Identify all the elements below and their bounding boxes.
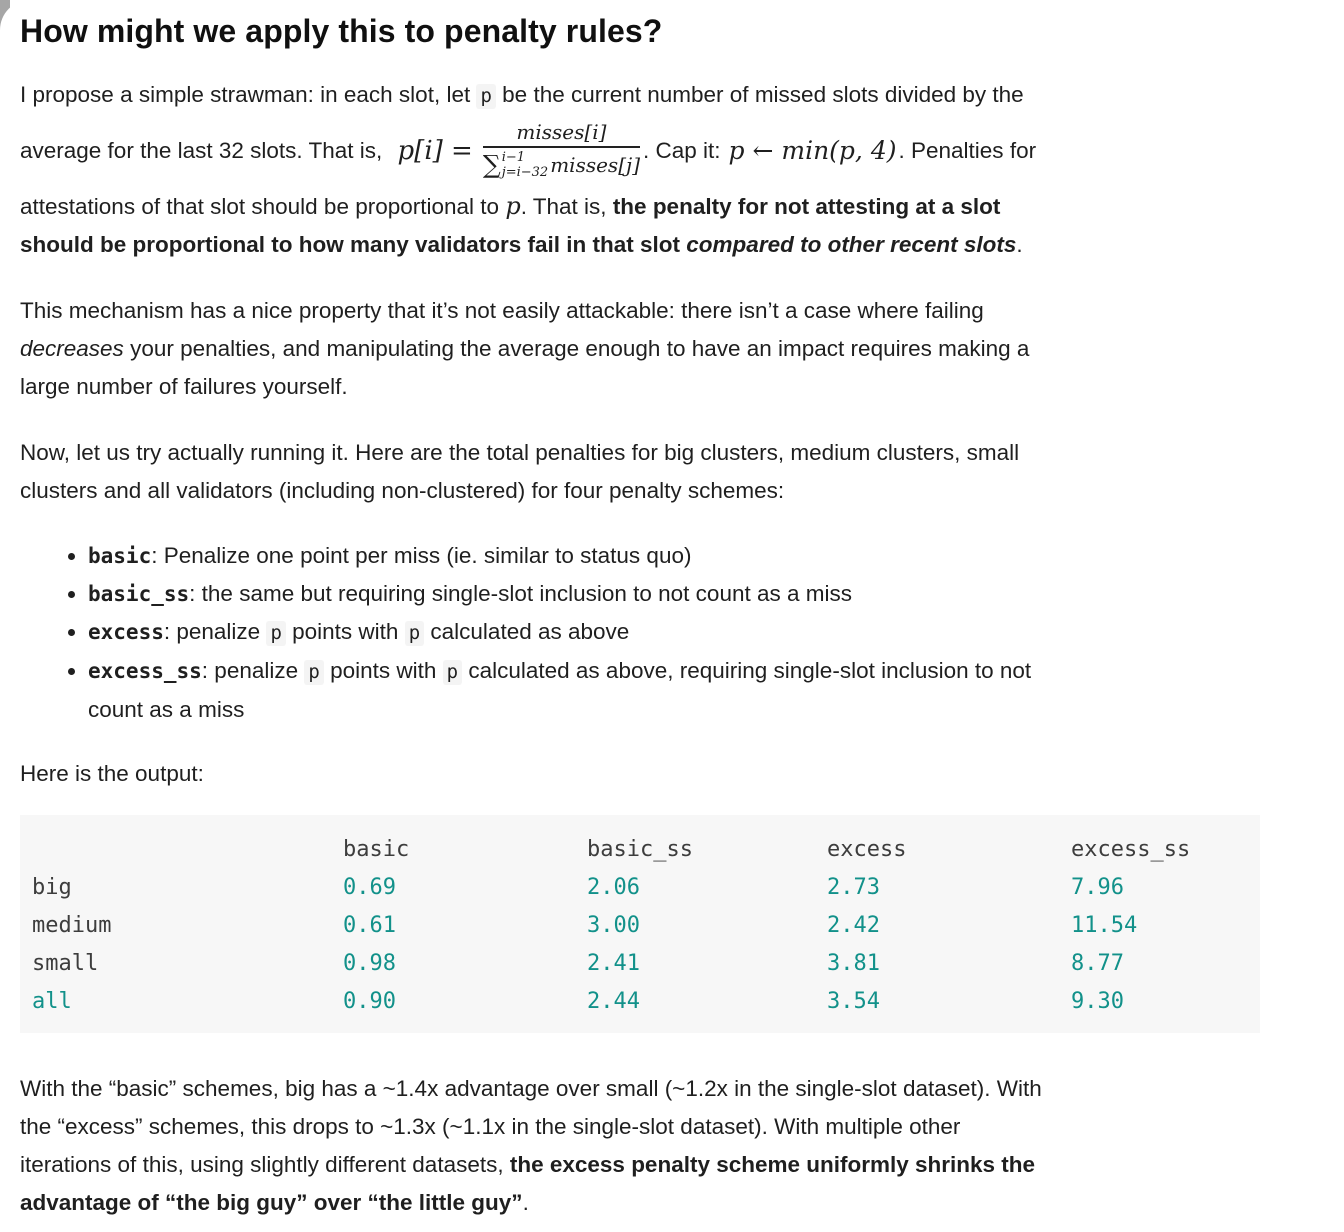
table-cell: 0.61 [343, 913, 396, 938]
text-run: Now, let us try actually running it. Here are the total penalties for big clusters, medium clusters, small [20, 440, 1020, 465]
table-cell: 8.77 [1071, 951, 1124, 976]
output-code-block [20, 815, 1260, 1033]
inline-code-p: p [443, 660, 462, 685]
fraction-denominator [483, 146, 640, 179]
scheme-keyword: excess_ss [88, 659, 202, 683]
math-p: p [505, 192, 521, 220]
table-cell: 2.44 [587, 989, 640, 1014]
text-run: clusters and all validators (including non-clustered) for four penalty schemes: [20, 478, 785, 503]
inline-code-p: p [266, 621, 285, 646]
text-run: your penalties, and manipulating the average enough to have an impact requires making a [123, 336, 1030, 361]
text-run: large number of failures yourself. [20, 374, 348, 399]
text-run: points with [323, 658, 443, 683]
row-label: small [32, 951, 99, 976]
table-cell: 3.81 [827, 951, 880, 976]
bold-run: should be proportional to how many validators fail in that slot [20, 232, 687, 257]
text-run: points with [285, 619, 405, 644]
text-run: attestations of that slot should be proportional to [20, 194, 506, 219]
table-cell: 3.00 [587, 913, 640, 938]
text-run: iterations of this, using slightly different datasets, [20, 1152, 510, 1177]
text-run: calculated as above, requiring single-slot inclusion to not [462, 658, 1032, 683]
list-item [88, 575, 1260, 613]
row-label: medium [32, 913, 112, 938]
scheme-keyword: basic [88, 544, 152, 568]
table-cell: 2.42 [827, 913, 880, 938]
table-cell: 2.73 [827, 875, 880, 900]
scheme-keyword: excess [88, 620, 164, 644]
bold-run: advantage of “the big guy” over “the little guy” [20, 1190, 523, 1215]
column-header: excess_ss [1071, 837, 1191, 862]
table-row [32, 907, 1231, 945]
paragraph-running-it [20, 434, 1260, 510]
sum-limits [502, 151, 549, 180]
fraction-numerator: misses[i] [516, 120, 607, 145]
table-row [32, 869, 1231, 907]
text-run: This mechanism has a nice property that it’s not easily attackable: there isn’t a case where failing [20, 298, 984, 323]
text-run: : the same but requiring single-slot inclusion to not count as a miss [189, 581, 852, 606]
table-row [32, 945, 1231, 983]
text-run: count as a miss [88, 697, 245, 722]
bold-italic-run: compared to other recent slots [686, 232, 1017, 257]
bold-run: the excess penalty scheme uniformly shrinks the [509, 1152, 1036, 1177]
list-item [88, 537, 1260, 575]
section-heading: How might we apply this to penalty rules? [20, 13, 663, 49]
table-row [32, 983, 1231, 1021]
paragraph-output-intro: Here is the output: [20, 761, 204, 786]
scheme-keyword: basic_ss [88, 582, 190, 606]
paragraph-proposal [20, 76, 1260, 264]
text-run: average for the last 32 slots. That is, [20, 138, 389, 163]
text-run: . That is, [520, 194, 613, 219]
column-header: basic [343, 837, 410, 862]
math-cap-expression: p ← min(p, 4) [728, 136, 897, 165]
column-header: excess [827, 837, 907, 862]
text-run: : penalize [201, 658, 305, 683]
penalties-table [32, 831, 1231, 1021]
sum-symbol: ∑ [482, 150, 501, 179]
row-label: all [32, 989, 72, 1014]
inline-code-p: p [476, 84, 495, 109]
table-cell: 11.54 [1071, 913, 1138, 938]
sum-lower-limit: j=i−32 [501, 164, 549, 180]
list-item [88, 652, 1260, 729]
text-run: calculated as above [424, 619, 630, 644]
inline-code-p: p [405, 621, 424, 646]
sum-upper-limit: i−1 [501, 150, 526, 166]
row-label: big [32, 875, 72, 900]
table-cell: 7.96 [1071, 875, 1124, 900]
text-run: be the current number of missed slots divided by the [495, 82, 1024, 107]
penalty-schemes-list [20, 537, 1260, 729]
italic-run: decreases [20, 336, 124, 361]
text-run: . [1016, 232, 1023, 257]
column-header: basic_ss [587, 837, 693, 862]
table-cell: 2.06 [587, 875, 640, 900]
table-cell: 2.41 [587, 951, 640, 976]
table-cell: 0.69 [343, 875, 396, 900]
text-run: : penalize [163, 619, 267, 644]
text-run: : Penalize one point per miss (ie. similar to status quo) [151, 543, 692, 568]
paragraph-conclusion [20, 1070, 1260, 1222]
math-p-of-i: p[i] = [397, 136, 473, 166]
text-run: . Penalties for [898, 138, 1037, 163]
text-run: With the “basic” schemes, big has a ~1.4x advantage over small (~1.2x in the single-slot dataset). With [20, 1076, 1042, 1101]
text-run: the “excess” schemes, this drops to ~1.3x (~1.1x in the single-slot dataset). With multiple other [20, 1114, 961, 1139]
bold-run: the penalty for not attesting at a slot [612, 194, 1001, 219]
denominator-term: misses[j] [550, 152, 640, 177]
text-run: . [522, 1190, 529, 1215]
table-header-row [32, 831, 1231, 869]
table-cell: 0.90 [343, 989, 396, 1014]
text-run: I propose a simple strawman: in each slot, let [20, 82, 477, 107]
table-corner-cell [32, 831, 343, 869]
inline-code-p: p [304, 660, 323, 685]
table-cell: 3.54 [827, 989, 880, 1014]
formula-line [20, 115, 1260, 187]
list-item [88, 613, 1260, 652]
paragraph-mechanism [20, 292, 1260, 406]
table-cell: 0.98 [343, 951, 396, 976]
text-run: . Cap it: [643, 138, 721, 163]
table-cell: 9.30 [1071, 989, 1124, 1014]
math-fraction [483, 121, 640, 179]
